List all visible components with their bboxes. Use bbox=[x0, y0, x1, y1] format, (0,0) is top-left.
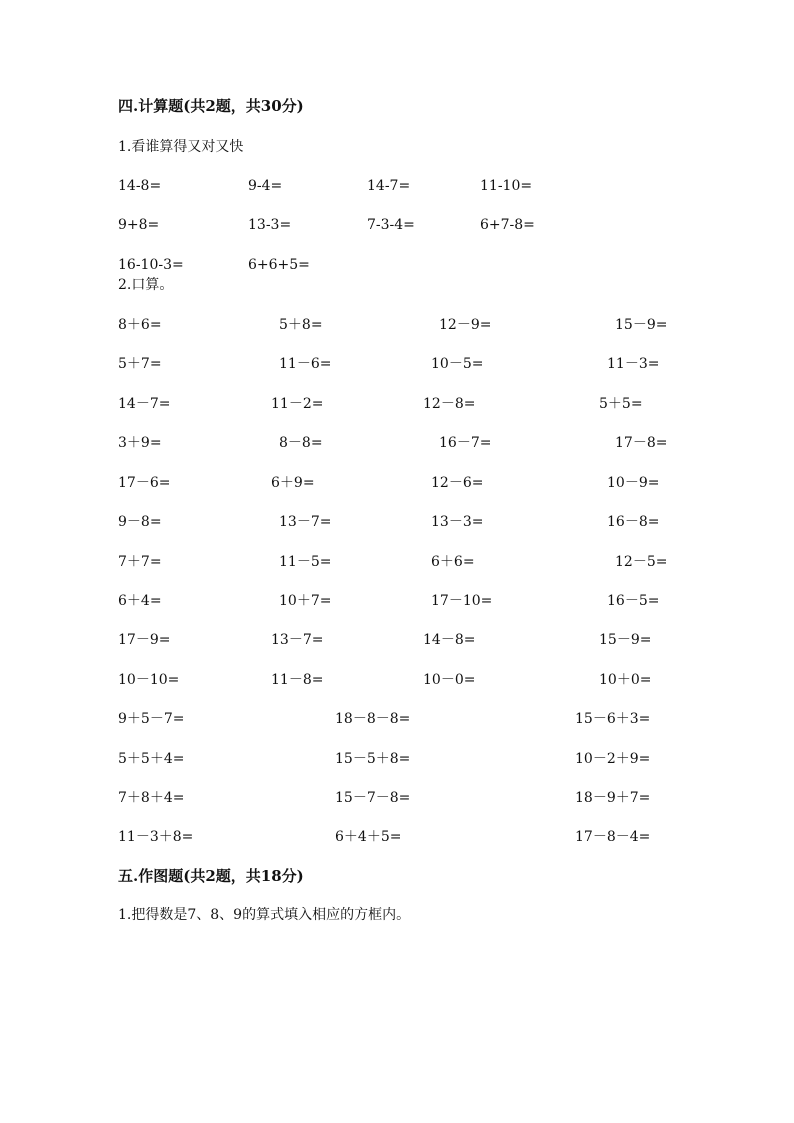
q1-r1-c2: 9-4= bbox=[248, 178, 283, 194]
q2-r11-c2: 18－8－8= bbox=[335, 711, 411, 727]
q2-r4-c3: 16－7= bbox=[439, 435, 492, 451]
q2-r6-c2: 13－7= bbox=[279, 514, 332, 530]
q2-r12-c3: 10－2＋9= bbox=[575, 751, 651, 767]
q2-r7-c4: 12－5= bbox=[615, 554, 668, 570]
q2-r3-c2: 11－2= bbox=[271, 396, 324, 412]
q2-r3-c3: 12－8= bbox=[423, 396, 476, 412]
q2-r6-c3: 13－3= bbox=[431, 514, 484, 530]
q2-r5-c3: 12－6= bbox=[431, 475, 484, 491]
q2-r1-c2: 5＋8= bbox=[279, 317, 323, 333]
q2-r1-c3: 12－9= bbox=[439, 317, 492, 333]
q2-r9-c3: 14－8= bbox=[423, 632, 476, 648]
q2-r11-c3: 15－6＋3= bbox=[575, 711, 651, 727]
q2-r3-c4: 5＋5= bbox=[599, 396, 643, 412]
q1-r2-c4: 6+7-8= bbox=[480, 217, 535, 233]
q2-r13-c3: 18－9＋7= bbox=[575, 790, 651, 806]
q2-r14-c2: 6＋4＋5= bbox=[335, 829, 402, 845]
q2-r1-c4: 15－9= bbox=[615, 317, 668, 333]
q2-r8-c2: 10＋7= bbox=[279, 593, 332, 609]
section4-title: 四.计算题(共2题，共30分) bbox=[118, 97, 304, 115]
q2-r7-c2: 11－5= bbox=[279, 554, 332, 570]
q2-r13-c1: 7＋8＋4= bbox=[118, 790, 185, 806]
q2-r2-c1: 5＋7= bbox=[118, 356, 162, 372]
q2-r5-c4: 10－9= bbox=[607, 475, 660, 491]
q2-r3-c1: 14－7= bbox=[118, 396, 171, 412]
q1-r3-c2: 6+6+5= bbox=[248, 257, 310, 273]
q2-r7-c1: 7＋7= bbox=[118, 554, 162, 570]
q2-r12-c2: 15－5＋8= bbox=[335, 751, 411, 767]
q2-r5-c2: 6＋9= bbox=[271, 475, 315, 491]
q2-r6-c4: 16－8= bbox=[607, 514, 660, 530]
section5-title: 五.作图题(共2题，共18分) bbox=[118, 867, 304, 885]
q2-r10-c1: 10－10= bbox=[118, 672, 180, 688]
q1-r1-c4: 11-10= bbox=[480, 178, 533, 194]
q2-r12-c1: 5＋5＋4= bbox=[118, 751, 185, 767]
q2-r14-c3: 17－8－4= bbox=[575, 829, 651, 845]
q2-r2-c2: 11－6= bbox=[279, 356, 332, 372]
section5-q1-title: 1.把得数是7、8、9的算式填入相应的方框内。 bbox=[118, 907, 411, 923]
q2-r7-c3: 6＋6= bbox=[431, 554, 475, 570]
q1-r2-c1: 9+8= bbox=[118, 217, 160, 233]
q2-r1-c1: 8＋6= bbox=[118, 317, 162, 333]
q1-r3-c1: 16-10-3= bbox=[118, 257, 184, 273]
q2-r13-c2: 15－7－8= bbox=[335, 790, 411, 806]
q2-r10-c3: 10－0= bbox=[423, 672, 476, 688]
q2-r2-c3: 10－5= bbox=[431, 356, 484, 372]
q2-r4-c2: 8－8= bbox=[279, 435, 323, 451]
q2-r10-c4: 10＋0= bbox=[599, 672, 652, 688]
q1-r1-c1: 14-8= bbox=[118, 178, 162, 194]
q2-r11-c1: 9＋5－7= bbox=[118, 711, 185, 727]
q2-r14-c1: 11－3＋8= bbox=[118, 829, 194, 845]
q2-r8-c4: 16－5= bbox=[607, 593, 660, 609]
q2-r9-c1: 17－9= bbox=[118, 632, 171, 648]
q2-r8-c3: 17－10= bbox=[431, 593, 493, 609]
q2-r5-c1: 17－6= bbox=[118, 475, 171, 491]
q2-title: 2.口算。 bbox=[118, 277, 174, 293]
q1-r1-c3: 14-7= bbox=[367, 178, 411, 194]
q1-r2-c3: 7-3-4= bbox=[367, 217, 415, 233]
q2-r6-c1: 9－8= bbox=[118, 514, 162, 530]
q1-title: 1.看谁算得又对又快 bbox=[118, 139, 244, 155]
q1-r2-c2: 13-3= bbox=[248, 217, 292, 233]
q2-r9-c4: 15－9= bbox=[599, 632, 652, 648]
q2-r8-c1: 6＋4= bbox=[118, 593, 162, 609]
q2-r4-c1: 3＋9= bbox=[118, 435, 162, 451]
q2-r4-c4: 17－8= bbox=[615, 435, 668, 451]
q2-r2-c4: 11－3= bbox=[607, 356, 660, 372]
q2-r10-c2: 11－8= bbox=[271, 672, 324, 688]
q2-r9-c2: 13－7= bbox=[271, 632, 324, 648]
